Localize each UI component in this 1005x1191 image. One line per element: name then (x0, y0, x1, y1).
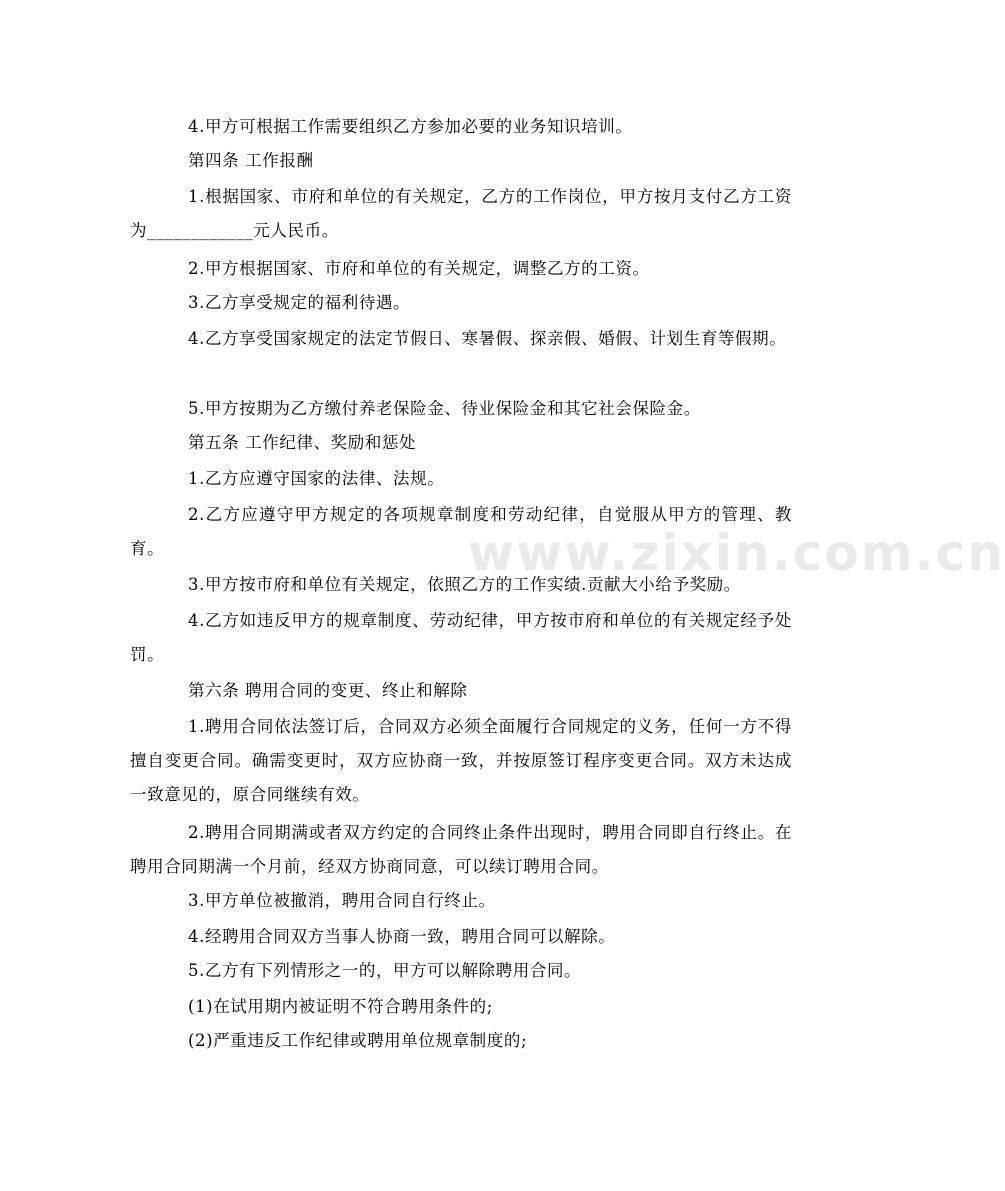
clause-paragraph: 4.乙方享受国家规定的法定节假日、寒暑假、探亲假、婚假、计划生育等假期。 (188, 329, 787, 348)
clause-paragraph: 4.乙方如违反甲方的规章制度、劳动纪律，甲方按市府和单位的有关规定经予处罚。 (130, 611, 792, 664)
clause-paragraph: 4.甲方可根据工作需要组织乙方参加必要的业务知识培训。 (188, 117, 633, 136)
clause-paragraph: 1.乙方应遵守国家的法律、法规。 (188, 469, 445, 488)
section-heading: 第六条 聘用合同的变更、终止和解除 (188, 681, 468, 700)
list-item: (2)严重违反工作纪律或聘用单位规章制度的; (188, 1031, 528, 1050)
clause-paragraph: 3.甲方按市府和单位有关规定，依照乙方的工作实绩.贡献大小给予奖励。 (188, 575, 741, 594)
clause-paragraph: 1.根据国家、市府和单位的有关规定，乙方的工作岗位，甲方按月支付乙方工资为____________元人民币。 (130, 187, 792, 240)
clause-paragraph: 2.甲方根据国家、市府和单位的有关规定，调整乙方的工资。 (188, 259, 650, 278)
section-heading: 第五条 工作纪律、奖励和惩处 (188, 433, 417, 452)
clause-paragraph: 1.聘用合同依法签订后，合同双方必须全面履行合同规定的义务，任何一方不得擅自变更合同。确需变更时，双方应协商一致，并按原签订程序变更合同。双方未达成一致意见的，原合同继续有效。 (130, 717, 792, 804)
watermark: www.zixin.com.cn (468, 524, 1005, 582)
clause-paragraph: 5.乙方有下列情形之一的，甲方可以解除聘用合同。 (188, 961, 582, 980)
clause-paragraph: 3.乙方享受规定的福利待遇。 (188, 293, 411, 312)
clause-paragraph: 2.聘用合同期满或者双方约定的合同终止条件出现时，聘用合同即自行终止。在聘用合同期满一个月前，经双方协商同意，可以续订聘用合同。 (130, 823, 792, 876)
clause-paragraph: 2.乙方应遵守甲方规定的各项规章制度和劳动纪律，自觉服从甲方的管理、教育。 (130, 505, 792, 558)
clause-paragraph: 3.甲方单位被撤消，聘用合同自行终止。 (188, 891, 496, 910)
clause-paragraph: 4.经聘用合同双方当事人协商一致，聘用合同可以解除。 (188, 927, 616, 946)
clause-paragraph: 5.甲方按期为乙方缴付养老保险金、待业保险金和其它社会保险金。 (188, 399, 701, 418)
section-heading: 第四条 工作报酬 (188, 151, 314, 170)
list-item: (1)在试用期内被证明不符合聘用条件的; (188, 997, 493, 1016)
